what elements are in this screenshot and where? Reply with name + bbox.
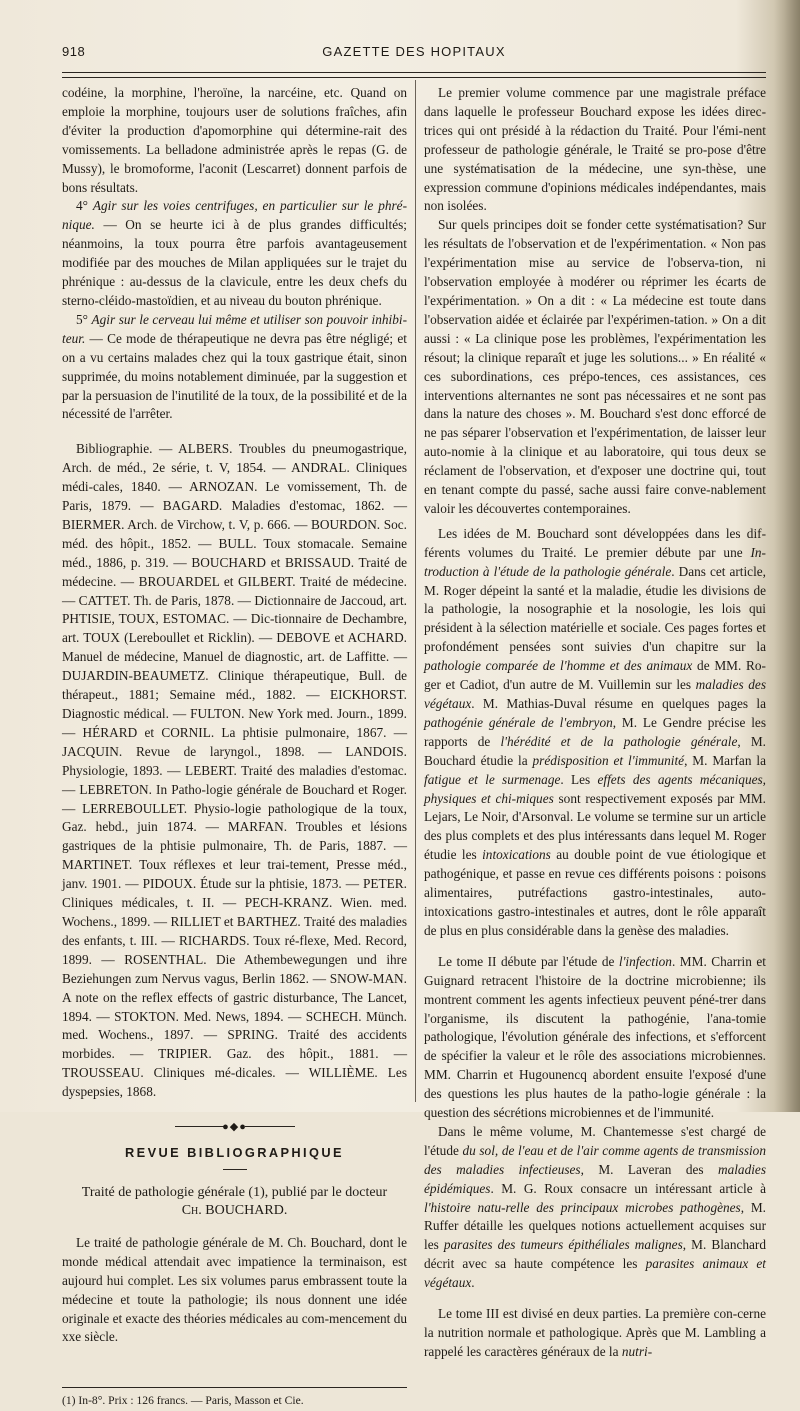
article-title-line: Traité de pathologie générale (1), publié par le docteur <box>81 1184 388 1200</box>
text: . Dans cet article, M. Roger dépeint la santé et la maladie, étudie les divisions de la pathologie, la nosographie et la nosologie, les lois qui président à la sélection matérielle et sociale. Ces pages fortes et profondément pensées sont suivies d'un chapitre sur la <box>424 563 766 655</box>
italic-text: prédisposition et l'immunité <box>532 752 685 768</box>
italic-text: l'infection <box>618 953 672 969</box>
list-number: 5° <box>76 311 92 327</box>
paragraph <box>424 525 766 941</box>
text: Dans le même volume, M. Chantemesse s'est chargé de l'étude <box>424 1123 766 1158</box>
italic-heading: Agir sur le cerveau lui même et utiliser son pouvoir inhibi-teur. <box>62 311 407 346</box>
bibliography <box>62 440 407 1102</box>
footnote: (1) In-8°. Prix : 126 francs. — Paris, Masson et Cie. <box>62 1394 304 1408</box>
page-number: 918 <box>62 44 86 59</box>
text: au double point de vue étiologique et pathogénique, et passe en revue ces différents poisons : poisons alimentaires, putréfactions gastro-intestinales, auto-intoxications gastro-intestinales et autres, dont le rôle apparaît de plus en plus considérable dans la genèse des maladies. <box>424 847 766 938</box>
italic-heading: Agir sur les voies centrifuges, en particulier sur le phré-nique. <box>62 198 407 233</box>
italic-text: fatigue et le surmenage <box>424 771 561 787</box>
page-edge-shadow <box>774 0 800 1112</box>
italic-text: nutri- <box>621 1343 653 1359</box>
italic-text: l'histoire natu-relle des principaux microbes pathogènes <box>424 1199 741 1215</box>
paragraph: codéine, la morphine, l'heroïne, la narcéine, etc. Quand on emploie la morphine, toujours user de solutions fraîches, afin d'éviter la production d'apomorphine qui détermine-rait des vomissements. La belladone administrée après le repas (G. de Mussy), le bromoforme, l'aconit (Lescarret) donnent parfois de bons résultats. <box>62 85 407 195</box>
paragraph <box>62 197 407 310</box>
italic-text: parasites animaux et végétaux <box>424 1256 766 1291</box>
italic-text: maladies épidémiques <box>424 1161 766 1196</box>
text: . Les <box>560 771 598 787</box>
paragraph-text: — Ce mode de thérapeutique ne devra pas être négligé; et on a vu certains malades chez qui la toux gastrique était, sinon supprimée, du moins notablement diminuée, par la suggestion et par la persuasion de l'inutilité de la toux, de la possibilité et de la nécessité de l'arrêter. <box>62 330 407 422</box>
text: Le tome II débute par l'étude de <box>438 953 619 969</box>
paragraph: Le premier volume commence par une magistrale préface dans laquelle le professeur Bouchard expose les idées direc-trices qui ont présidé à la rédaction du Traité. Pour l'émi-nent professeur de pathologie générale, le Traité se pro-pose d'être une systématisation de la médecine, une syn-thèse, une expression commune d'opinions médicales indépendantes, mais non isolées. <box>424 85 766 214</box>
page-header <box>62 44 766 66</box>
paragraph <box>62 311 407 424</box>
header-rule <box>62 72 766 78</box>
italic-text: du sol, de l'eau et de l'air comme agents de transmission des maladies infectieuses <box>424 1142 766 1177</box>
paragraph: Le traité de pathologie générale de M. Ch. Bouchard, dont le monde médical attendait avec impatience la terminaison, est aujourd hui complet. Les six volumes parus embrassent toute la médecine et toute la pathologie; ils nous donnent une idée originale et exacte des théories médicales au com-mencement du xxe siècle. <box>62 1234 407 1345</box>
footnote-rule <box>62 1387 407 1388</box>
section-title: REVUE BIBLIOGRAPHIQUE <box>125 1145 344 1161</box>
italic-text: In-troduction à l'étude de la pathologie générale <box>424 544 766 579</box>
text: de MM. Ro-ger et Cadiot, d'un autre de M. Vuillemin sur les <box>424 658 766 693</box>
text: Les idées de M. Bouchard sont développées dans les dif-férents volumes du Traité. Le premier débute par une <box>424 525 766 560</box>
text: . M. Mathias-Duval résume en quelques pages la <box>471 696 766 711</box>
italic-text: l'hérédité et de la pathologie générale <box>500 733 738 749</box>
italic-text: effets des agents mécaniques, physiques et chi-miques <box>424 771 766 806</box>
italic-text: intoxications <box>482 847 551 863</box>
text: . MM. Charrin et Guignard retracent l'histoire de la doctrine microbienne; ils montrent comment les agents infectieux peuvent péné-trer dans l'organisme, ils discutent la pathogénie, l'ana-tomie pathologique, l'évolution générale des infections, et s'efforcent de spécifier la valeur et le rôle des associations microbiennes. MM. Charrin et Hugounencq abordent ensuite l'exposé d'une des questions les plus hautes de la patho-logie générale : la question des sécrétions microbiennes et de l'immunité. <box>424 953 767 1121</box>
right-column <box>424 84 766 1362</box>
text: , M. Blanchard décrit avec sa haute compétence les <box>424 1237 766 1272</box>
text: , M. Ruffer détaille les quelques notions actuellement acquises sur les <box>424 1199 766 1253</box>
text: , M. Bouchard étudie la <box>424 733 767 768</box>
column-divider <box>415 80 416 1102</box>
left-column <box>62 84 407 1411</box>
text: Le tome III est divisé en deux parties. La première con-cerne la nutrition normale et pathologique. Après que M. Lambling a rappelé les caractères généraux de la <box>424 1306 766 1359</box>
text: . M. G. Roux consacre un intéressant article à <box>490 1180 766 1196</box>
italic-text: maladies des végétaux <box>424 677 766 711</box>
italic-text: parasites des tumeurs épithéliales malignes <box>443 1237 683 1253</box>
bibliography-label: Bibliographie. <box>76 441 153 457</box>
paragraph-text: — On se heurte ici à de plus grandes difficultés; néanmoins, la toux pourra être parfois avantageusement modifiée par des mouches de Milan appliquées sur le trajet du phrénique : au-dessus de la clavicule, entre les deux chefs du sterno-cléido-mastoïdien, et au niveau du bouton phrénique. <box>62 217 407 308</box>
text: sont respectivement exposés par MM. Lejars, Le Noir, d'Arsonval. Le volume se termine sur un article des plus complets et des plus intéressants dans lequel M. Roger étudie les <box>424 790 766 863</box>
paragraph <box>424 953 766 1123</box>
bibliography-text: — ALBERS. Troubles du pneumogastrique, Arch. de méd., 2e série, t. V, 1854. — ANDRAL. Cliniques médi-cales, 1840. — ARNOZAN. Le vomissement, Th. de Paris, 1879. — BAGARD. Maladies d'estomac, 1862. — BIERMER. Arch. de Virchow, t. V, p. 666. — BOURDON. Soc. méd. des hôpit., 1852. — BULL. Toux stomacale. Semaine méd., 1886, p. 319. — BOUCHARD et BRISSAUD. Traité de médecine. — BROUARDEL et GILBERT. Traité de médecine. — CATTET. Th. de Paris, 1878. — Dictionnaire de Jaccoud, art. PHTISIE, TOUX, ESTOMAC. — Dic-tionnaire de Dechambre, art. TOUX (Lereboullet et Ricklin). — DEBOVE et ACHARD. Manuel de médecine, Manuel de diagnostic, art. de Laffitte. — DUJARDIN-BEAUMETZ. Clinique thérapeutique, Bull. de thérapeut., 1881; Semaine méd., 1882. — EICKHORST. Diagnostic médical. — FULTON. New York med. Journ., 1899. — HÉRARD et CORNIL. La phtisie pulmonaire, 1867. — JACQUIN. Revue de laryngol., 1898. — LANDOIS. Physiologie, 1893. — LEBERT. Traité des maladies d'estomac. — LEBRETON. In Patho-logie générale de Bouchard et Roger. — LERREBOULLET. Physio-logie pathologique de la toux, Gaz. hebd., juin 1874. — MARFAN. Troubles et lésions gastriques de la phtisie pulmonaire, Th. de Paris, 1887. — MARTINET. Toux réflexes et leur trai-tement, Presse méd., janv. 1901. — PIDOUX. Étude sur la phtisie, 1873. — PETER. Cliniques médicales, t. II. — PECH-KRANZ. Wien. med. Wochens., 1899. — RILLIET et BARTHEZ. Traité des maladies des enfants, t. III. — RICHARDS. Toux ré-flexe, Med. Record, 1899. — ROSENTHAL. Die Athembewegungen und ihre Beziehungen zum Nervus vagus, Berlin 1862. — SNOW-MAN. A note on the reflex effects of gastric disturbance, The Lancet, 1894. — STOKTON. Med. News, 1894. — SCHECH. Münch. med. Wochens., 1897. — SPRING. Traité des accidents morbides. — TRIPIER. Gaz. des hôpit., 1881. — TROUSSEAU. Cliniques mé-dicales. — WILLIÈME. Les dyspepsies, 1868. <box>62 441 407 1100</box>
article-title <box>62 1184 407 1220</box>
paragraph <box>424 1305 766 1362</box>
article-author: Ch. BOUCHARD. <box>181 1202 288 1218</box>
text: , M. Laveran des <box>580 1161 718 1177</box>
text: . <box>471 1275 475 1291</box>
text: , M. Le Gendre précise les rapports de <box>424 714 766 749</box>
ornament-divider: ●◆● <box>175 1122 295 1130</box>
running-title: GAZETTE DES HOPITAUX <box>322 44 506 59</box>
paragraph <box>424 1123 766 1293</box>
italic-text: pathologie comparée de l'homme et des animaux <box>424 658 693 674</box>
short-rule <box>223 1169 247 1170</box>
italic-text: pathogénie générale de l'embryon <box>424 714 613 730</box>
list-number: 4° <box>76 198 93 214</box>
paragraph: Sur quels principes doit se fonder cette systématisation? Sur les résultats de l'observation et de l'expérimentation. « Non pas l'expérimentation mise au service de l'observa-tion, ni l'observation employée à modérer ou réprimer les écarts de l'expérimentation. » On a dit : « La médecine est toute dans l'observation aidée et éclairée par l'expérimen-tation. » On a dit aussi : « La clinique pose les problèmes, l'expérimentation les résout; la clinique reparaît et juge les solutions... » En réalité « ces subordinations, ces prépo-tences, ces assistances, ces interventions alternantes ne sont pas nécessaires et ne sont pas dans la nature des choses ». M. Bouchard s'est donc efforcé de ne pas séparer l'observation et l'expérimentation, de laisser leur auto-nomie à la clinique et au laboratoire, qui tous deux se réclament de l'observation, et d'exposer une doctrine qui, tout en tenant compte du passé, sache aussi faire conve-nablement valoir les découvertes contemporaines. <box>424 217 766 516</box>
text: , M. Marfan la <box>684 752 766 768</box>
